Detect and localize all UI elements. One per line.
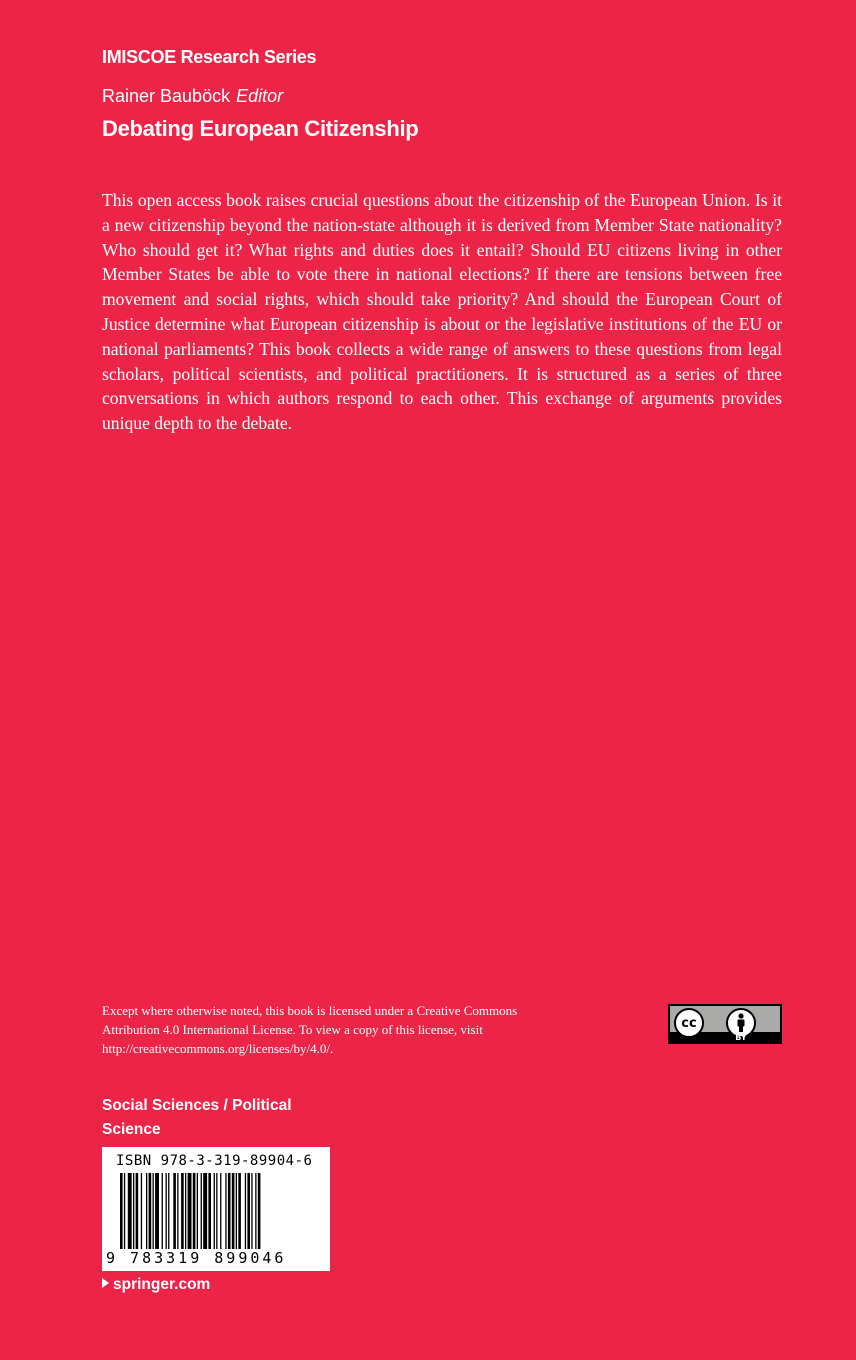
editor-role: Editor bbox=[236, 86, 284, 106]
barcode-bar bbox=[136, 1173, 139, 1249]
barcode-bar bbox=[155, 1173, 159, 1249]
editor-line bbox=[102, 86, 283, 107]
barcode-bar bbox=[255, 1173, 256, 1249]
barcode-bar bbox=[201, 1173, 202, 1249]
by-label: BY bbox=[735, 1033, 747, 1042]
barcode-bar bbox=[220, 1173, 221, 1249]
barcode bbox=[120, 1173, 314, 1249]
barcode-bar bbox=[225, 1173, 226, 1249]
editor-name: Rainer Bauböck bbox=[102, 86, 231, 106]
barcode-bar bbox=[173, 1173, 176, 1249]
barcode-bar bbox=[197, 1173, 198, 1249]
barcode-bar bbox=[258, 1173, 261, 1249]
book-description: This open access book raises crucial questions about the citizenship of the European Union. Is it a new citizenship beyond the nation-state although it is derived from Member State nationality? Who should get it? What rights and duties does it entail? Should EU citizens living in other Member States be able to vote there in national elections? If there are tensions between free movement and social rights, which should take priority? And should the European Court of Justice determine what European citizenship is about or the legislative institutions of the EU or national parliaments? This book collects a wide range of answers to these questions from legal scholars, political scientists, and political practitioners. It is structured as a series of three conversations in which authors respond to each other. This exchange of arguments provides unique depth to the debate. bbox=[102, 190, 782, 434]
barcode-bar bbox=[166, 1173, 167, 1249]
publisher-link[interactable] bbox=[102, 1276, 210, 1294]
cc-icon: cc bbox=[674, 1008, 704, 1038]
barcode-bar bbox=[228, 1173, 231, 1249]
barcode-bar bbox=[203, 1173, 207, 1249]
barcode-bar bbox=[146, 1173, 147, 1249]
subject-line-2: Science bbox=[102, 1121, 161, 1138]
barcode-bar bbox=[188, 1173, 192, 1249]
barcode-bar bbox=[177, 1173, 178, 1249]
publisher-url: springer.com bbox=[113, 1276, 211, 1293]
book-title: Debating European Citizenship bbox=[102, 116, 419, 141]
barcode-bar bbox=[214, 1173, 215, 1249]
barcode-bar bbox=[247, 1173, 250, 1249]
barcode-bar bbox=[193, 1173, 196, 1249]
barcode-bar bbox=[245, 1173, 246, 1249]
barcode-bar bbox=[162, 1173, 163, 1249]
barcode-bar bbox=[133, 1173, 134, 1249]
arrow-right-icon bbox=[102, 1278, 109, 1288]
subject-line-1: Social Sciences / Political bbox=[102, 1097, 292, 1114]
barcode-bar bbox=[168, 1173, 169, 1249]
person-icon bbox=[734, 1013, 748, 1033]
series-name: IMISCOE Research Series bbox=[102, 47, 317, 67]
barcode-bar bbox=[124, 1173, 125, 1249]
barcode-bar bbox=[153, 1173, 154, 1249]
license-statement: Except where otherwise noted, this book is licensed under a Creative Commons Attribution 4.0 International License. To view a copy of this license, visit http://creativecommons.org/licenses/by/4.0/. bbox=[102, 1003, 518, 1056]
barcode-bar bbox=[251, 1173, 252, 1249]
isbn-barcode-box bbox=[102, 1147, 330, 1271]
barcode-bar bbox=[232, 1173, 235, 1249]
barcode-bar bbox=[141, 1173, 142, 1249]
barcode-bar bbox=[185, 1173, 186, 1249]
barcode-bar bbox=[128, 1173, 132, 1249]
barcode-bar bbox=[120, 1173, 123, 1249]
barcode-digits: 9 783319 899046 bbox=[106, 1249, 287, 1267]
subject-category bbox=[102, 1094, 292, 1142]
barcode-bar bbox=[216, 1173, 217, 1249]
barcode-bar bbox=[236, 1173, 237, 1249]
barcode-bar bbox=[181, 1173, 184, 1249]
barcode-bar bbox=[149, 1173, 152, 1249]
barcode-bar bbox=[208, 1173, 211, 1249]
isbn-label: ISBN 978-3-319-89904-6 bbox=[116, 1153, 313, 1169]
cc-by-badge bbox=[668, 1004, 782, 1044]
barcode-bar bbox=[238, 1173, 241, 1249]
